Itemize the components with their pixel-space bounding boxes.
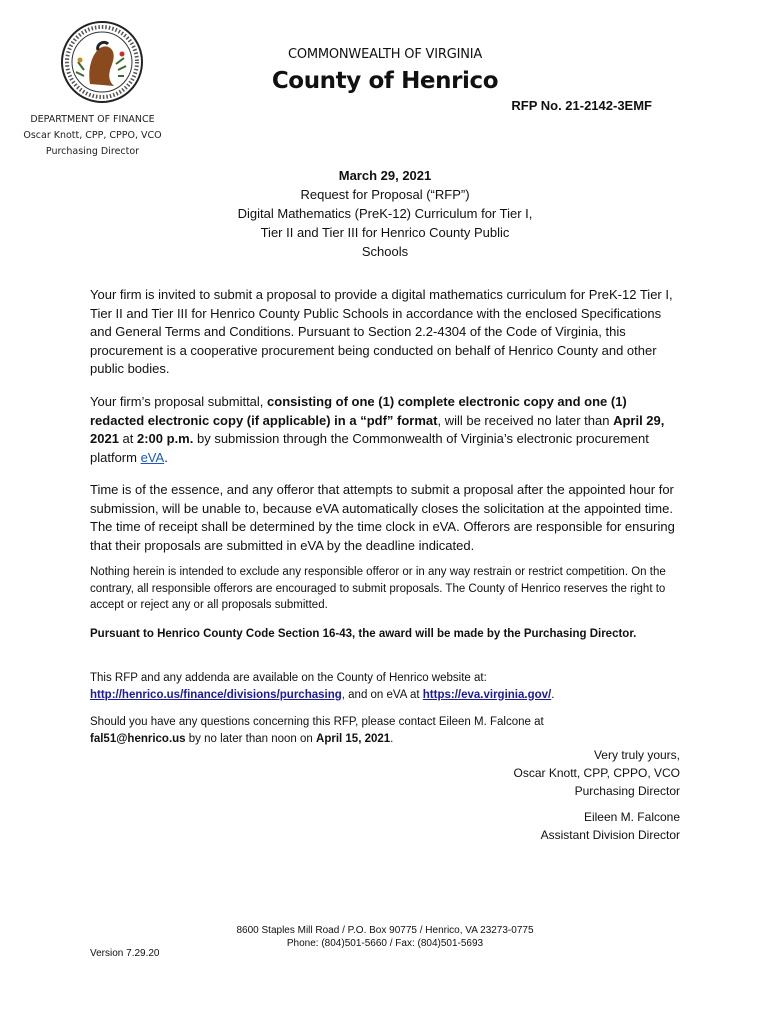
contact-email[interactable]: fal51@henrico.us xyxy=(90,732,186,745)
availability-text-b: , and on eVA at xyxy=(341,688,423,701)
paragraph-questions xyxy=(90,714,682,747)
paragraph-availability xyxy=(90,670,682,703)
paragraph-invitation: Your firm is invited to submit a proposal to provide a digital mathematics curriculum for PreK-12 Tier I, Tier II and Tier III for Henrico County Public Schools in accordance with the enclosed Specifications and General Terms and Conditions. Pursuant to Section 2.2-4304 of the Code of Virginia, this procurement is a cooperative procurement being conducted on behalf of Henrico County and other public bodies. xyxy=(90,287,673,376)
questions-deadline: April 15, 2021 xyxy=(316,732,391,745)
version-label: Version 7.29.20 xyxy=(90,948,160,959)
questions-text: Should you have any questions concerning this RFP, please contact Eileen M. Falcone at xyxy=(90,716,544,728)
title-line-2: Digital Mathematics (PreK-12) Curriculum for Tier I, xyxy=(237,206,533,221)
director-name: Oscar Knott, CPP, CPPO, VCO xyxy=(23,130,162,141)
phone-line: Phone: (804)501-5660 / Fax: (804)501-5693 xyxy=(286,938,484,949)
signer-name: Eileen M. Falcone xyxy=(583,810,680,824)
title-line-4: Schools xyxy=(361,244,409,259)
questions-text-b: by no later than noon on xyxy=(185,732,317,745)
questions-text-c: . xyxy=(390,732,394,745)
submittal-deadline-date: April 29, 2021 xyxy=(90,412,665,446)
department-name: DEPARTMENT OF FINANCE xyxy=(30,114,155,125)
signoff-block xyxy=(514,746,681,800)
rfp-number: RFP No. 21-2142-3EMF xyxy=(511,98,652,113)
paragraph-award: Pursuant to Henrico County Code Section 16-43, the award will be made by the Purchasing Director. xyxy=(90,628,637,640)
title-line-3: Tier II and Tier III for Henrico County Public xyxy=(260,225,510,240)
submittal-text-e: at xyxy=(118,431,137,446)
availability-text: This RFP and any addenda are available on the County of Henrico website at: xyxy=(90,672,487,684)
closing: Very truly yours, xyxy=(593,748,680,762)
signoff-name: Oscar Knott, CPP, CPPO, VCO xyxy=(513,766,680,780)
submittal-text-h: . xyxy=(164,449,168,465)
address-line: 8600 Staples Mill Road / P.O. Box 90775 / Henrico, VA 23273-0775 xyxy=(236,925,534,936)
paragraph-time-essence: Time is of the essence, and any offeror that attempts to submit a proposal after the appointed hour for submission, will be unable to, because eVA automatically closes the solicitation at the appointed time. The time of receipt shall be determined by the time clock in eVA. Offerors are responsible for ensuring that their proposals are submitted in eVA by the deadline indicated. xyxy=(90,482,675,553)
rfp-title-block xyxy=(0,166,770,261)
submittal-text-g: by submission through the Commonwealth of Virginia’s electronic procurement platform xyxy=(90,431,649,465)
submittal-copies: consisting of one (1) complete electronic copy and one (1) redacted electronic copy (if applicable) in a “pdf” format xyxy=(90,394,627,428)
submittal-deadline-time: 2:00 p.m. xyxy=(137,431,194,446)
submittal-text-c: , will be received no later than xyxy=(437,412,614,428)
paragraph-submittal xyxy=(90,393,682,467)
eva-link[interactable]: eVA xyxy=(140,449,165,465)
henrico-purchasing-link[interactable]: http://henrico.us/finance/divisions/purchasing xyxy=(90,688,342,701)
commonwealth-heading: COMMONWEALTH OF VIRGINIA xyxy=(287,47,483,62)
paragraph-competition: Nothing herein is intended to exclude any responsible offeror or in any way restrain or restrict competition. On the contrary, all responsible offerors are encouraged to submit proposals. The County of Henrico reserves the right to accept or reject any or all proposals submitted. xyxy=(90,566,666,611)
department-block xyxy=(20,112,165,160)
signoff-title: Purchasing Director xyxy=(574,784,680,798)
footer-address xyxy=(0,924,770,950)
county-title: County of Henrico xyxy=(271,68,499,94)
availability-text-c: . xyxy=(551,688,555,701)
signer-block xyxy=(541,808,680,844)
title-line-1: Request for Proposal (“RFP”) xyxy=(300,187,470,202)
submittal-text-a: Your firm’s proposal submittal, xyxy=(90,394,268,409)
letter-date: March 29, 2021 xyxy=(338,168,432,183)
eva-website-link[interactable]: https://eva.virginia.gov/ xyxy=(422,688,552,701)
director-title: Purchasing Director xyxy=(45,146,140,157)
signer-title: Assistant Division Director xyxy=(540,828,680,842)
